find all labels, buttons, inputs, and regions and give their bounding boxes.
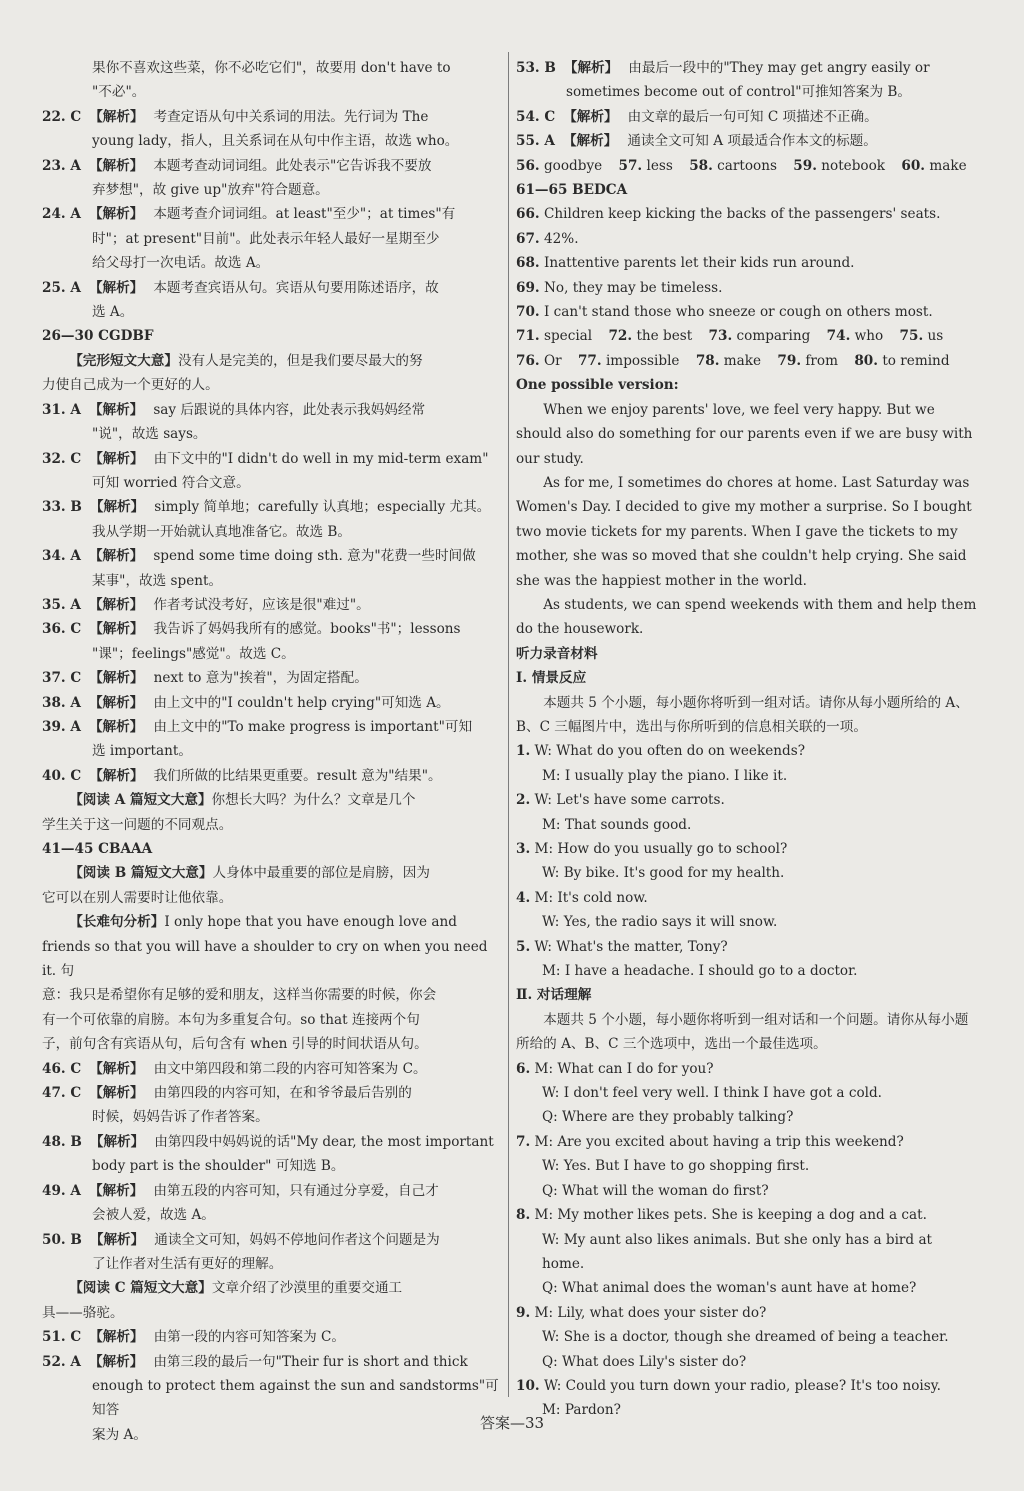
answers-76-80: 76. Or 77. impossible 78. make 79. from 80. to remind: [516, 352, 950, 369]
page-number: 答案—33: [479, 1414, 545, 1432]
answer-22: 22. C 【解析】 考查定语从句中关系词的用法。先行词为 The young lady，指人，且关系词在从句中作主语，故选 who。: [42, 108, 459, 150]
dialog-8: 8. M: My mother likes pets. She is keeping a dog and a cat. W: My aunt also likes animals. But she only has a bird at home. Q: What animal does the woman's aunt have at home?: [516, 1207, 933, 1297]
dialog-9: 9. M: Lily, what does your sister do? W: She is a doctor, though she dreamed of being a teacher. Q: What does Lily's sister do?: [516, 1304, 949, 1370]
answer-54: 54. C 【解析】 由文章的最后一句可知 C 项描述不正确。: [516, 108, 878, 125]
column-divider: [508, 52, 509, 1397]
essay-paragraph-2: As for me, I sometimes do chores at home. Last Saturday was Women's Day. I decided to give my mother a surprise. So I bought two movie tickets for my parents. When I gave the tickets to my mother, she was so moved that she couldn't help crying. She said she was the happiest mother in the world.: [516, 474, 972, 589]
section-2-intro: 本题共 5 个小题，每小题你将听到一组对话和一个问题。请你从每小题所给的 A、B、C 三个选项中，选出一个最佳选项。: [516, 1011, 969, 1053]
cloze-summary: 【完形短文大意】没有人是完美的，但是我们要尽最大的努: [69, 352, 423, 369]
answer-range-61-65: 61—65 BEDCA: [516, 182, 628, 199]
answer-36: 36. C 【解析】 我告诉了妈妈我所有的感觉。books"书"；lessons "课"；feelings"感觉"。故选 C。: [42, 621, 461, 662]
reading-b-summary: 【阅读 B 篇短文大意】人身体中最重要的部位是肩膀，因为: [69, 865, 430, 882]
answer-53: 53. B 【解析】 由最后一段中的"They may get angry easily or sometimes become out of control"可推知答案为 B。: [516, 60, 930, 101]
answer-34: 34. A 【解析】 spend some time doing sth. 意为"花费一些时间做 某事"，故选 spent。: [42, 548, 476, 589]
essay-paragraph-3: As students, we can spend weekends with them and help them do the housework.: [516, 596, 977, 638]
dialog-10: 10. W: Could you turn down your radio, please? It's too noisy. M: Pardon?: [516, 1377, 941, 1419]
answer-33: 33. B 【解析】 simply 简单地；carefully 认真地；especially 尤其。 我从学期一开始就认真地准备它。故选 B。: [42, 499, 491, 540]
listening-title: 听力录音材料: [516, 645, 598, 662]
reading-c-summary: 【阅读 C 篇短文大意】文章介绍了沙漠里的重要交通工: [69, 1280, 403, 1297]
answer-69: 69. No, they may be timeless.: [516, 279, 723, 296]
answer-23: 23. A 【解析】 本题考查动词词组。此处表示"它告诉我不要放 弃梦想"，故 give up"放弃"符合题意。: [42, 157, 432, 199]
answer-70: 70. I can't stand those who sneeze or cough on others most.: [516, 304, 933, 321]
section-1-title: Ⅰ. 情景反应: [516, 670, 587, 687]
dialog-5: 5. W: What's the matter, Tony? M: I have a headache. I should go to a doctor.: [516, 938, 858, 980]
answer-38: 38. A 【解析】 由上文中的"I couldn't help crying"可知选 A。: [42, 694, 450, 711]
dialog-4: 4. M: It's cold now. W: Yes, the radio says it will snow.: [516, 889, 778, 931]
dialog-1: 1. W: What do you often do on weekends? M: I usually play the piano. I like it.: [516, 743, 805, 784]
answer-24: 24. A 【解析】 本题考查介词词组。at least"至少"；at times"有 时"；at present"目前"。此处表示年轻人最好一星期至少 给父母打一次电话。故选 A。: [42, 206, 456, 272]
answer-25: 25. A 【解析】 本题考查宾语从句。宾语从句要用陈述语序，故 选 A。: [42, 279, 439, 321]
right-column: [516, 56, 978, 1423]
answer-31: 31. A 【解析】 say 后跟说的具体内容，此处表示我妈妈经常 "说"，故选 says。: [42, 401, 426, 443]
answer-51: 51. C 【解析】 由第一段的内容可知答案为 C。: [42, 1329, 346, 1346]
dialog-2: 2. W: Let's have some carrots. M: That sounds good.: [516, 792, 725, 833]
answer-46: 46. C 【解析】 由文中第四段和第二段的内容可知答案为 C。: [42, 1060, 427, 1077]
answer-66: 66. Children keep kicking the backs of the passengers' seats.: [516, 206, 941, 223]
reading-a-summary: 【阅读 A 篇短文大意】你想长大吗？为什么？文章是几个: [69, 792, 416, 809]
answer-50: 50. B 【解析】 通读全文可知，妈妈不停地问作者这个问题是为 了让作者对生活有更好的理解。: [42, 1231, 440, 1272]
answer-range-41-45: 41—45 CBAAA: [42, 841, 153, 857]
continued-text: 果你不喜欢这些菜，你不必吃它们"，故要用 don't have to "不必"。: [92, 60, 451, 101]
answer-48: 48. B 【解析】 由第四段中妈妈说的话"My dear, the most important body part is the shoulder" 可知选 B。: [42, 1133, 494, 1175]
answers-71-75: 71. special 72. the best 73. comparing 74. who 75. us: [516, 328, 944, 345]
essay-title: One possible version:: [516, 377, 679, 394]
answer-52: 52. A 【解析】 由第三段的最后一句"Their fur is short and thick enough to protect them against the sun and sandstorms"可知答 案为 A。: [42, 1353, 499, 1443]
answer-range-26-30: 26—30 CGDBF: [42, 328, 154, 345]
answer-32: 32. C 【解析】 由下文中的"I didn't do well in my mid-term exam" 可知 worried 符合文意。: [42, 450, 489, 491]
left-column: 果你不喜欢这些菜，你不必吃它们"，故要用 don't have to "不必"。 22. C 【解析】 考查定语从句中关系词的用法。先行词为 The young lady，指人，且关系词在从句中作主语，故选 who。 23. A 【解析】 本题考查动词词组。此处表示"它告诉我不要放 弃梦想"，故 give up"放弃"符合题意。 24. A 【解析】 本题考查介词词组。at least"至少"；at times"有 时"；at present"目前"。此处表示年轻人最好一星期至少 给父母打一次电话。故选 A。 25. A 【解析】 本题考查宾语从句。宾语从句要用陈述语序，故 选 A。 26—30 CGDBF 【完形短文大意】没有人是完美的，但是我们要尽最大的努 力使自己成为一个更好的人。 31. A 【解析】 say 后跟说的具体内容，此处表示我妈妈经常 "说"，故选 says。 32. C 【解析】 由下文中的"I didn't do well in my mid-term exam" 可知 worried 符合文意。 33. B 【解析】 simply 简单地；carefully 认真地；especially 尤其。 我从学期一开始就认真地准备它。故选 B。 34. A 【解析】 spend some time doing sth. 意为"花费一些时间做 某事"，故选 spent。 35. A 【解析】 作者考试没考好，应该是很"难过"。 36. C 【解析】 我告诉了妈妈我所有的感觉。books"书"；lessons "课"；feelings"感觉"。故选 C。 37. C 【解析】 next to 意为"挨着"，为固定搭配。 38. A 【解析】 由上文中的"I couldn't help crying"可知选 A。 39. A 【解析】 由上文中的"To make progress is important"可知 选 important。 40. C 【解析】 我们所做的比结果更重要。result 意为"结果"。 【阅读 A 篇短文大意】你想长大吗？为什么？文章是几个 学生关于这一问题的不同观点。 41—45 CBAAA 【阅读 B 篇短文大意】人身体中最重要的部位是肩膀，因为 它可以在别人需要时让他依靠。 【长难句分析】I only hope that you have enough love and friends so that you will have a shoulder to cry on when you need it. 句 意：我只是希望你有足够的爱和朋友，这样当你需要的时候，你会 有一个可依靠的肩膀。本句为多重复合句。so that 连接两个句 子，前句含有宾语从句，后句含有 when 引导的时间状语从句。 46. C 【解析】 由文中第四段和第二段的内容可知答案为 C。 47. C 【解析】 由第四段的内容可知，在和爷爷最后告别的 时候，妈妈告诉了作者答案。 48. B 【解析】 由第四段中妈妈说的话"My dear, the most important body part is the shoulder" 可知选 B。 49. A 【解析】 由第五段的内容可知，只有通过分享爱，自己才 会被人爱，故选 A。 50. B 【解析】 通读全文可知，妈妈不停地问作者这个问题是为 了让作者对生活有更好的理解。 【阅读 C 篇短文大意】文章介绍了沙漠里的重要交通工 具——骆驼。 51. C 【解析】 由第一段的内容可知答案为 C。 52. A 【解析】 由第三段的最后一句"Their fur is short and thick enough to protect them against the sun and sandstorms"可知答 案为 A。: [42, 56, 502, 1447]
long-sentence-analysis: 【长难句分析】I only hope that you have enough love and: [69, 914, 457, 931]
answer-49: 49. A 【解析】 由第五段的内容可知，只有通过分享爱，自己才 会被人爱，故选 A。: [42, 1182, 439, 1224]
answer-68: 68. Inattentive parents let their kids run around.: [516, 255, 855, 272]
answers-56-60: 56. goodbye 57. less 58. cartoons 59. notebook 60. make: [516, 157, 967, 174]
dialog-7: 7. M: Are you excited about having a trip this weekend? W: Yes. But I have to go shopping first. Q: What will the woman do first?: [516, 1133, 904, 1199]
answer-67: 67. 42%.: [516, 230, 579, 247]
dialog-3: 3. M: How do you usually go to school? W: By bike. It's good for my health.: [516, 841, 788, 882]
answer-35: 35. A 【解析】 作者考试没考好，应该是很"难过"。: [42, 596, 370, 613]
essay-paragraph-1: When we enjoy parents' love, we feel very happy. But we should also do something for our parents even if we are busy with our study.: [516, 401, 973, 467]
answer-40: 40. C 【解析】 我们所做的比结果更重要。result 意为"结果"。: [42, 767, 442, 784]
dialog-6: 6. M: What can I do for you? W: I don't feel very well. I think I have got a cold. Q: Where are they probably talking?: [516, 1060, 883, 1126]
section-2-title: Ⅱ. 对话理解: [516, 987, 592, 1004]
answer-37: 37. C 【解析】 next to 意为"挨着"，为固定搭配。: [42, 670, 368, 687]
answer-55: 55. A 【解析】 通读全文可知 A 项最适合作本文的标题。: [516, 133, 877, 150]
answer-47: 47. C 【解析】 由第四段的内容可知，在和爷爷最后告别的 时候，妈妈告诉了作者答案。: [42, 1085, 412, 1126]
section-1-intro: 本题共 5 个小题，每小题你将听到一组对话。请你从每小题所给的 A、B、C 三幅图片中，选出与你所听到的信息相关联的一项。: [516, 694, 969, 735]
answer-39: 39. A 【解析】 由上文中的"To make progress is important"可知 选 important。: [42, 718, 473, 760]
